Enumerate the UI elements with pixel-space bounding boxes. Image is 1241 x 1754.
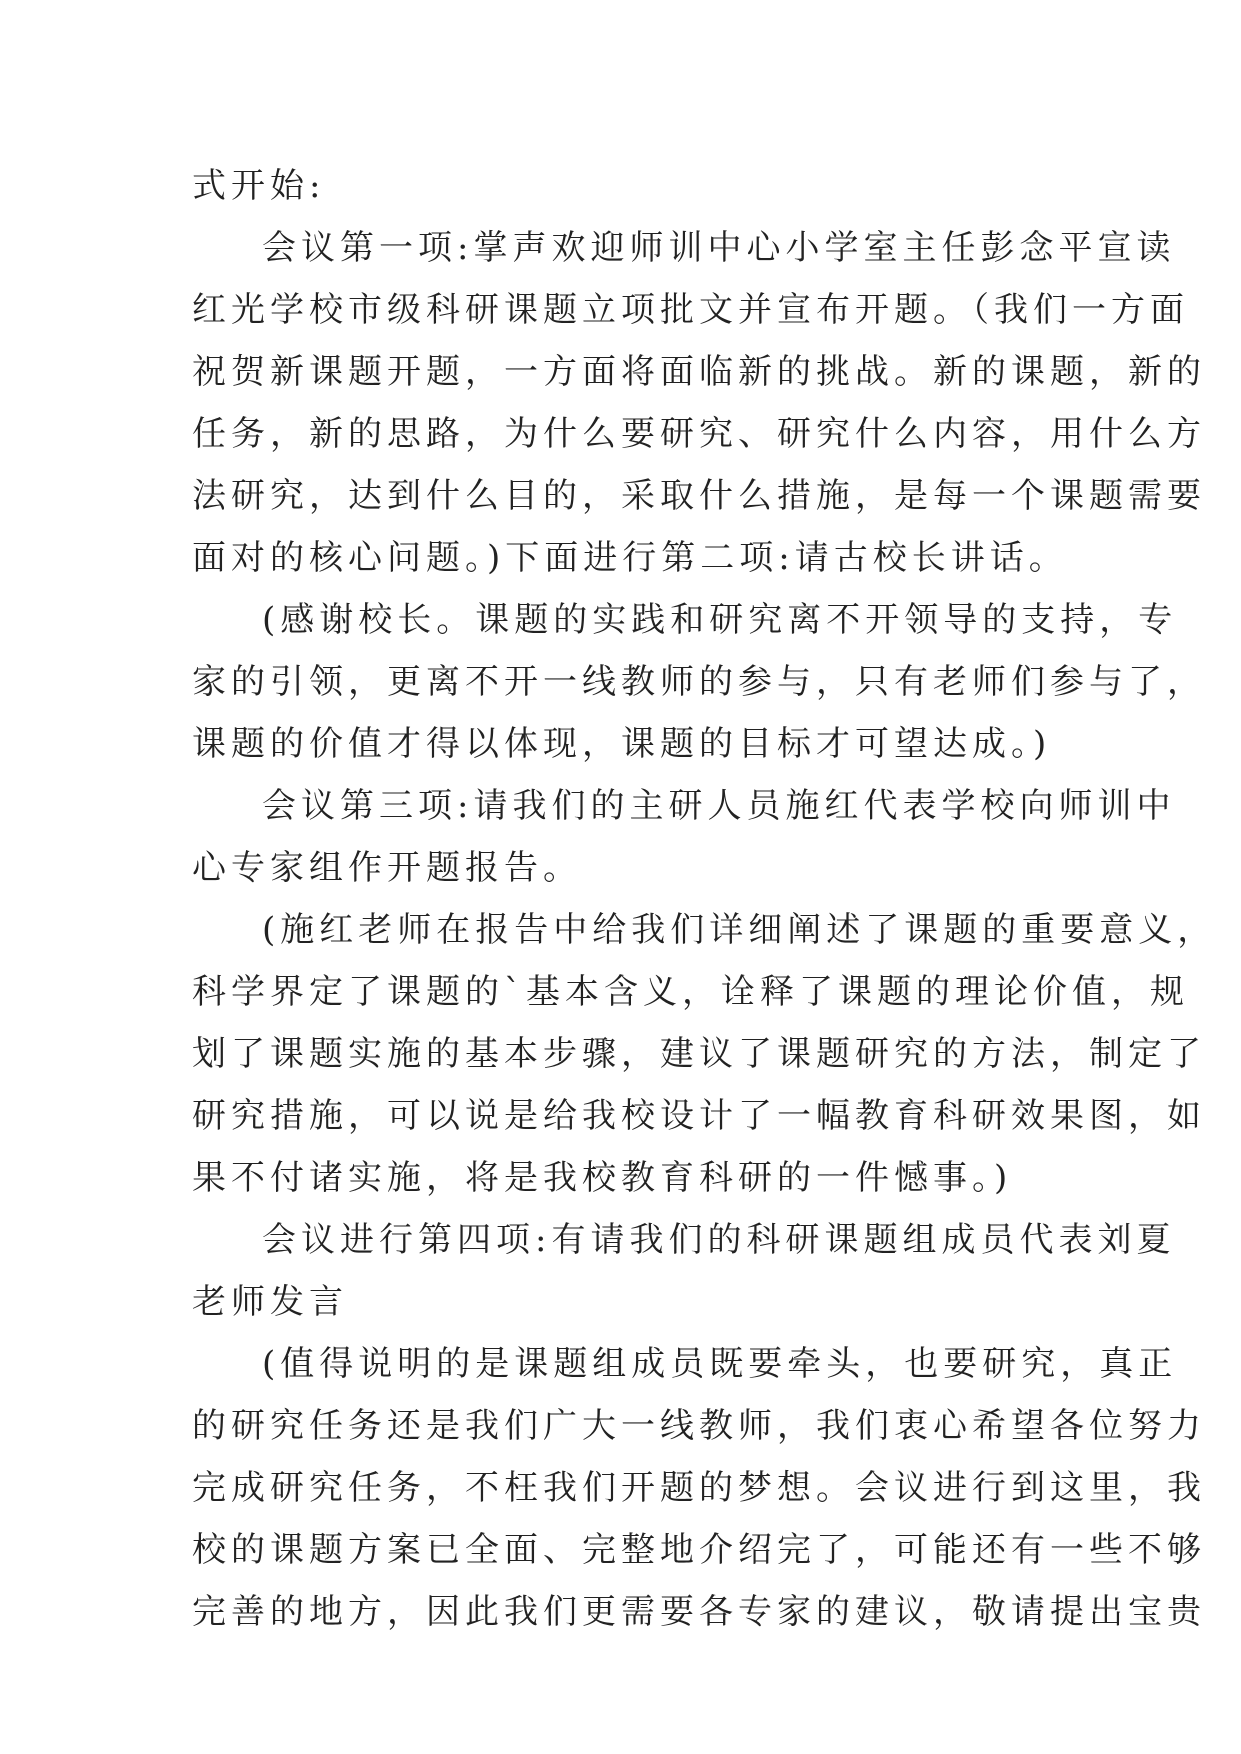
text-line: 的研究任务还是我们广大一线教师，我们衷心希望各位努力: [192, 1406, 1206, 1446]
text-line: 老师发言: [192, 1282, 348, 1322]
text-line: 祝贺新课题开题，一方面将面临新的挑战。新的课题，新的: [192, 352, 1206, 392]
text-line: 式开始:: [192, 166, 326, 206]
text-line: 科学界定了课题的`基本含义，诠释了课题的理论价值，规: [192, 972, 1189, 1012]
text-line: 家的引领，更离不开一线教师的参与，只有老师们参与了，: [192, 662, 1206, 702]
text-line: (感谢校长。课题的实践和研究离不开领导的支持，专: [262, 600, 1178, 640]
text-line: 校的课题方案已全面、完整地介绍完了，可能还有一些不够: [192, 1530, 1206, 1570]
text-line: 心专家组作开题报告。: [192, 848, 582, 888]
text-line: (施红老师在报告中给我们详细阐述了课题的重要意义，: [262, 910, 1217, 950]
text-line: 划了课题实施的基本步骤，建议了课题研究的方法，制定了: [192, 1034, 1206, 1074]
text-line: 完成研究任务，不枉我们开题的梦想。会议进行到这里，我: [192, 1468, 1206, 1508]
text-line: 完善的地方，因此我们更需要各专家的建议，敬请提出宝贵: [192, 1592, 1206, 1632]
document-body: [192, 155, 1217, 1643]
text-line: 会议第一项:掌声欢迎师训中心小学室主任彭念平宣读: [262, 228, 1176, 268]
text-line: 红光学校市级科研课题立项批文并宣布开题。（我们一方面: [192, 290, 1189, 330]
text-line: 任务，新的思路，为什么要研究、研究什么内容，用什么方: [192, 414, 1206, 454]
text-line: 会议第三项:请我们的主研人员施红代表学校向师训中: [262, 786, 1176, 826]
text-line: 研究措施，可以说是给我校设计了一幅教育科研效果图，如: [192, 1096, 1206, 1136]
text-line: 果不付诸实施，将是我校教育科研的一件憾事。): [192, 1158, 1013, 1198]
text-line: 面对的核心问题。)下面进行第二项:请古校长讲话。: [192, 538, 1068, 578]
text-line: 课题的价值才得以体现，课题的目标才可望达成。): [192, 724, 1052, 764]
text-line: 法研究，达到什么目的，采取什么措施，是每一个课题需要: [192, 476, 1206, 516]
text-line: (值得说明的是课题组成员既要牵头，也要研究，真正: [262, 1344, 1178, 1384]
text-line: 会议进行第四项:有请我们的科研课题组成员代表刘夏: [262, 1220, 1176, 1260]
